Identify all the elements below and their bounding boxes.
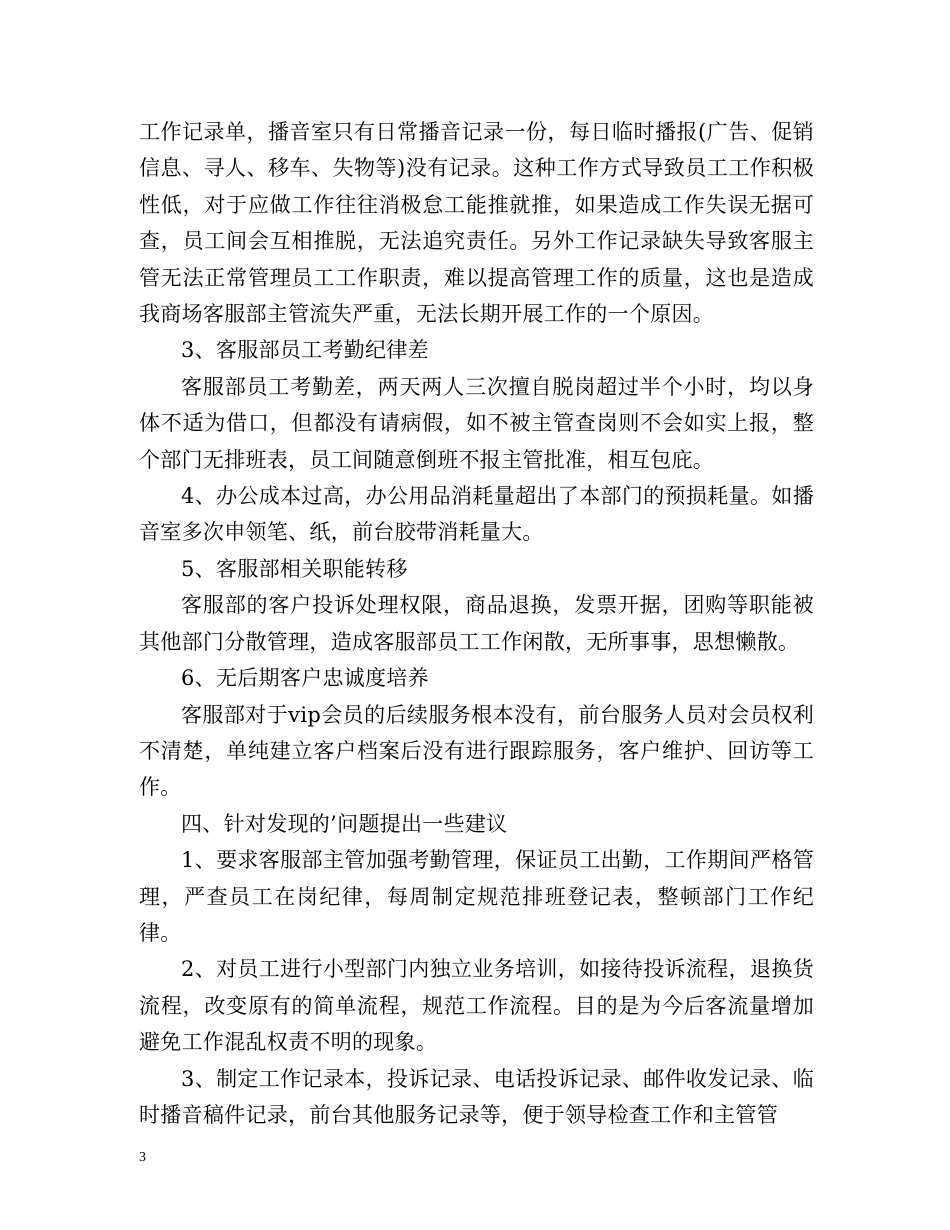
paragraph-suggestion-3: 3、制定工作记录本，投诉记录、电话投诉记录、邮件收发记录、临时播音稿件记录，前台其他服务记录等，便于领导检查工作和主管管 (139, 1066, 814, 1127)
paragraph-suggestion-2: 2、对员工进行小型部门内独立业务培训，如接待投诉流程，退换货流程，改变原有的简单流程，规范工作流程。目的是为今后客流量增加避免工作混乱权责不明的现象。 (139, 957, 814, 1055)
paragraph-office-cost: 4、办公成本过高，办公用品消耗量超出了本部门的预损耗量。如播音室多次申领笔、纸，前台胶带消耗量大。 (139, 484, 814, 545)
paragraph-attendance: 客服部员工考勤差，两天两人三次擅自脱岗超过半个小时，均以身体不适为借口，但都没有请病假，如不被主管查岗则不会如实上报，整个部门无排班表，员工间随意倒班不报主管批准，相互包庇。 (139, 374, 814, 472)
page-number: 3 (139, 1150, 146, 1165)
paragraph-function-transfer: 客服部的客户投诉处理权限，商品退换，发票开据，团购等职能被其他部门分散管理，造成客服部员工工作闲散，无所事事，思想懒散。 (139, 593, 814, 654)
document-body (139, 114, 814, 1133)
heading-function-transfer: 5、客服部相关职能转移 (181, 556, 408, 581)
paragraph-customer-loyalty: 客服部对于vip会员的后续服务根本没有，前台服务人员对会员权利不清楚，单纯建立客户档案后没有进行跟踪服务，客户维护、回访等工作。 (139, 702, 814, 800)
paragraph-continuation: 工作记录单，播音室只有日常播音记录一份，每日临时播报(广告、促销信息、寻人、移车、失物等)没有记录。这种工作方式导致员工工作积极性低，对于应做工作往往消极怠工能推就推，如果造成工作失误无据可查，员工间会互相推脱，无法追究责任。另外工作记录缺失导致客服主管无法正常管理员工工作职责，难以提高管理工作的质量，这也是造成我商场客服部主管流失严重，无法长期开展工作的一个原因。 (139, 120, 814, 327)
paragraph-suggestion-1: 1、要求客服部主管加强考勤管理，保证员工出勤，工作期间严格管理，严查员工在岗纪律，每周制定规范排班登记表，整顿部门工作纪律。 (139, 848, 814, 945)
heading-suggestions: 四、针对发现的’问题提出一些建议 (181, 811, 508, 836)
heading-attendance-discipline: 3、客服部员工考勤纪律差 (181, 338, 429, 363)
heading-customer-loyalty: 6、无后期客户忠诚度培养 (181, 666, 429, 691)
